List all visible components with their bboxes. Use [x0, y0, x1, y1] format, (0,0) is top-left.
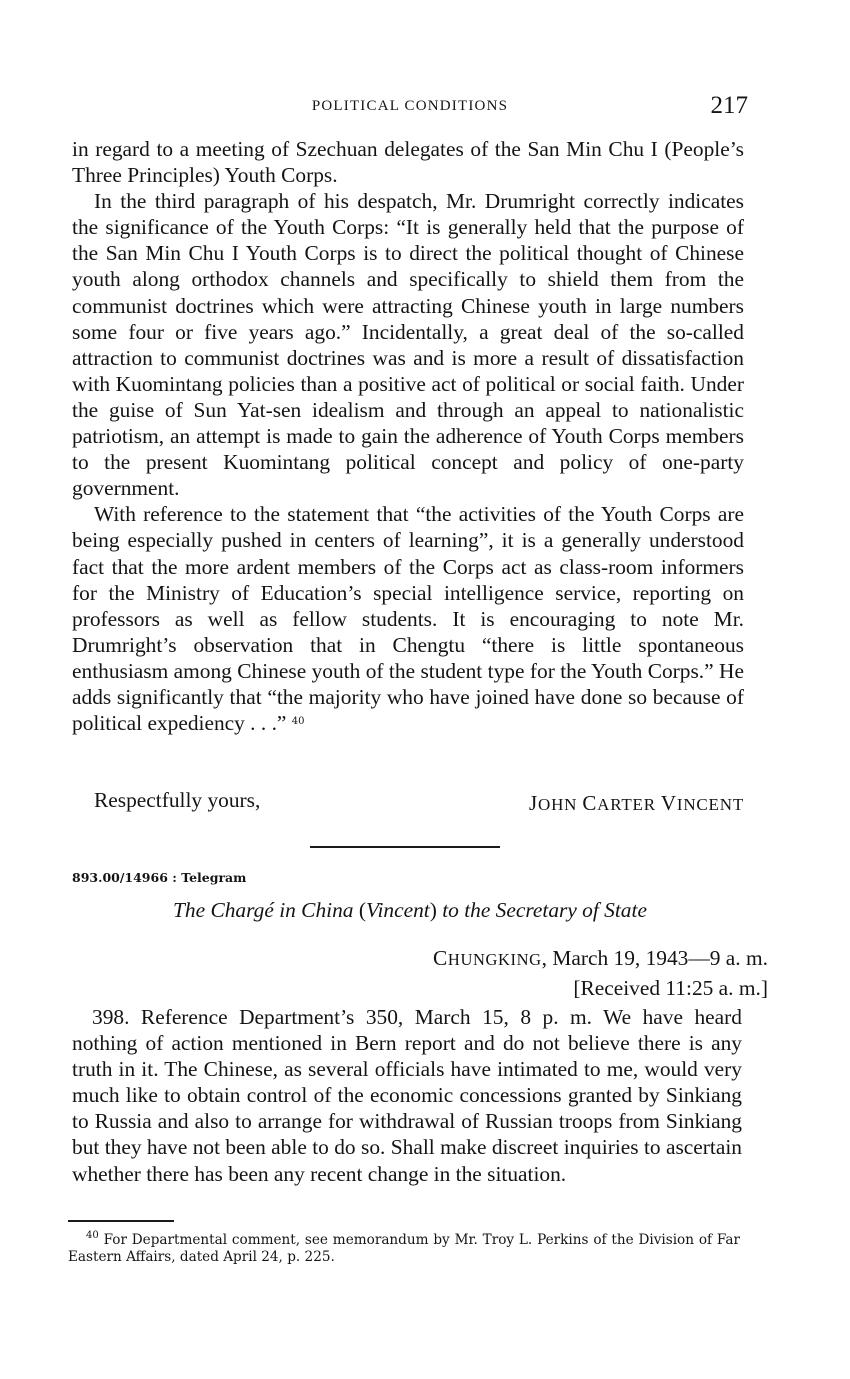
- letter-paragraph-3-text: With reference to the statement that “the activities of the Youth Corps are being especially pushed in centers of learning”, it is a generally understood fact that the more ardent members of the Corps act as class-room informers for the Ministry of Education’s special intelligence service, reporting on professors as well as fellow students. It is encouraging to note Mr. Drumright’s observation that in Chengtu “there is little spontaneous enthusiasm among Chinese youth of the student type for the Youth Corps.” He adds significantly that “the majority who have joined have done so because of political expediency . . .”: [72, 502, 744, 736]
- telegram-paragraph: 398. Reference Department’s 350, March 15, 8 p. m. We have heard nothing of action mentioned in Bern report and do not believe there is any truth in it. The Chinese, as several officials have intimated to me, would very much like to obtain control of the economic concessions granted by Sinkiang to Russia and also to arrange for withdrawal of Russian troops from Sinkiang but they have not been able to do so. Shall make discreet inquiries to ascertain whether there has been any recent change in the situation.: [72, 1005, 742, 1186]
- file-reference: 893.00/14966 : Telegram: [72, 870, 247, 885]
- dateline-received: [Received 11:25 a. m.]: [573, 976, 768, 1000]
- dateline: [433, 944, 768, 1002]
- page-number: 217: [710, 92, 748, 119]
- section-divider: [310, 846, 500, 848]
- footnote-reference: 40: [291, 716, 305, 728]
- signature: JOHN CARTER VINCENT: [529, 791, 744, 815]
- telegram-body: [72, 1004, 742, 1187]
- letter-paragraph-2: In the third paragraph of his despatch, Mr. Drumright correctly indicates the significance of the Youth Corps: “It is generally held that the purpose of the San Min Chu I Youth Corps is to direct the political thought of Chinese youth along orthodox channels and specifically to shield them from the communist doctrines which were attracting Chinese youth in large numbers some four or five years ago.” Incidentally, a great deal of the so-called attraction to communist doctrines was and is more a result of dissatisfaction with Kuomintang policies than a positive act of political or social faith. Under the guise of Sun Yat-sen idealism and through an appeal to nationalistic patriotism, an attempt is made to gain the adherence of Youth Corps members to the present Kuomintang political concept and policy of one-party government.: [72, 189, 744, 501]
- running-head: POLITICAL CONDITIONS: [311, 98, 509, 114]
- footnote-number: 40: [86, 1230, 99, 1241]
- footnote: [68, 1232, 740, 1266]
- letter-closing: [94, 788, 744, 816]
- dateline-place: CHUNGKING: [433, 946, 542, 970]
- page-header: [72, 92, 748, 128]
- footnote-text: For Departmental comment, see memorandum by Mr. Troy L. Perkins of the Division of Far Eastern Affairs, dated April 24, p. 225.: [68, 1232, 740, 1265]
- letter-paragraph-1: in regard to a meeting of Szechuan delegates of the San Min Chu I (People’s Three Principles) Youth Corps.: [72, 137, 744, 188]
- telegram-title: The Chargé in China (Vincent) to the Secretary of State: [173, 898, 647, 922]
- letter-body: [72, 136, 744, 736]
- complimentary-close: Respectfully yours,: [94, 788, 261, 812]
- footnote-rule: [68, 1220, 174, 1222]
- letter-paragraph-3: [72, 501, 744, 736]
- dateline-sent: CHUNGKING, March 19, 1943—9 a. m.: [433, 946, 768, 970]
